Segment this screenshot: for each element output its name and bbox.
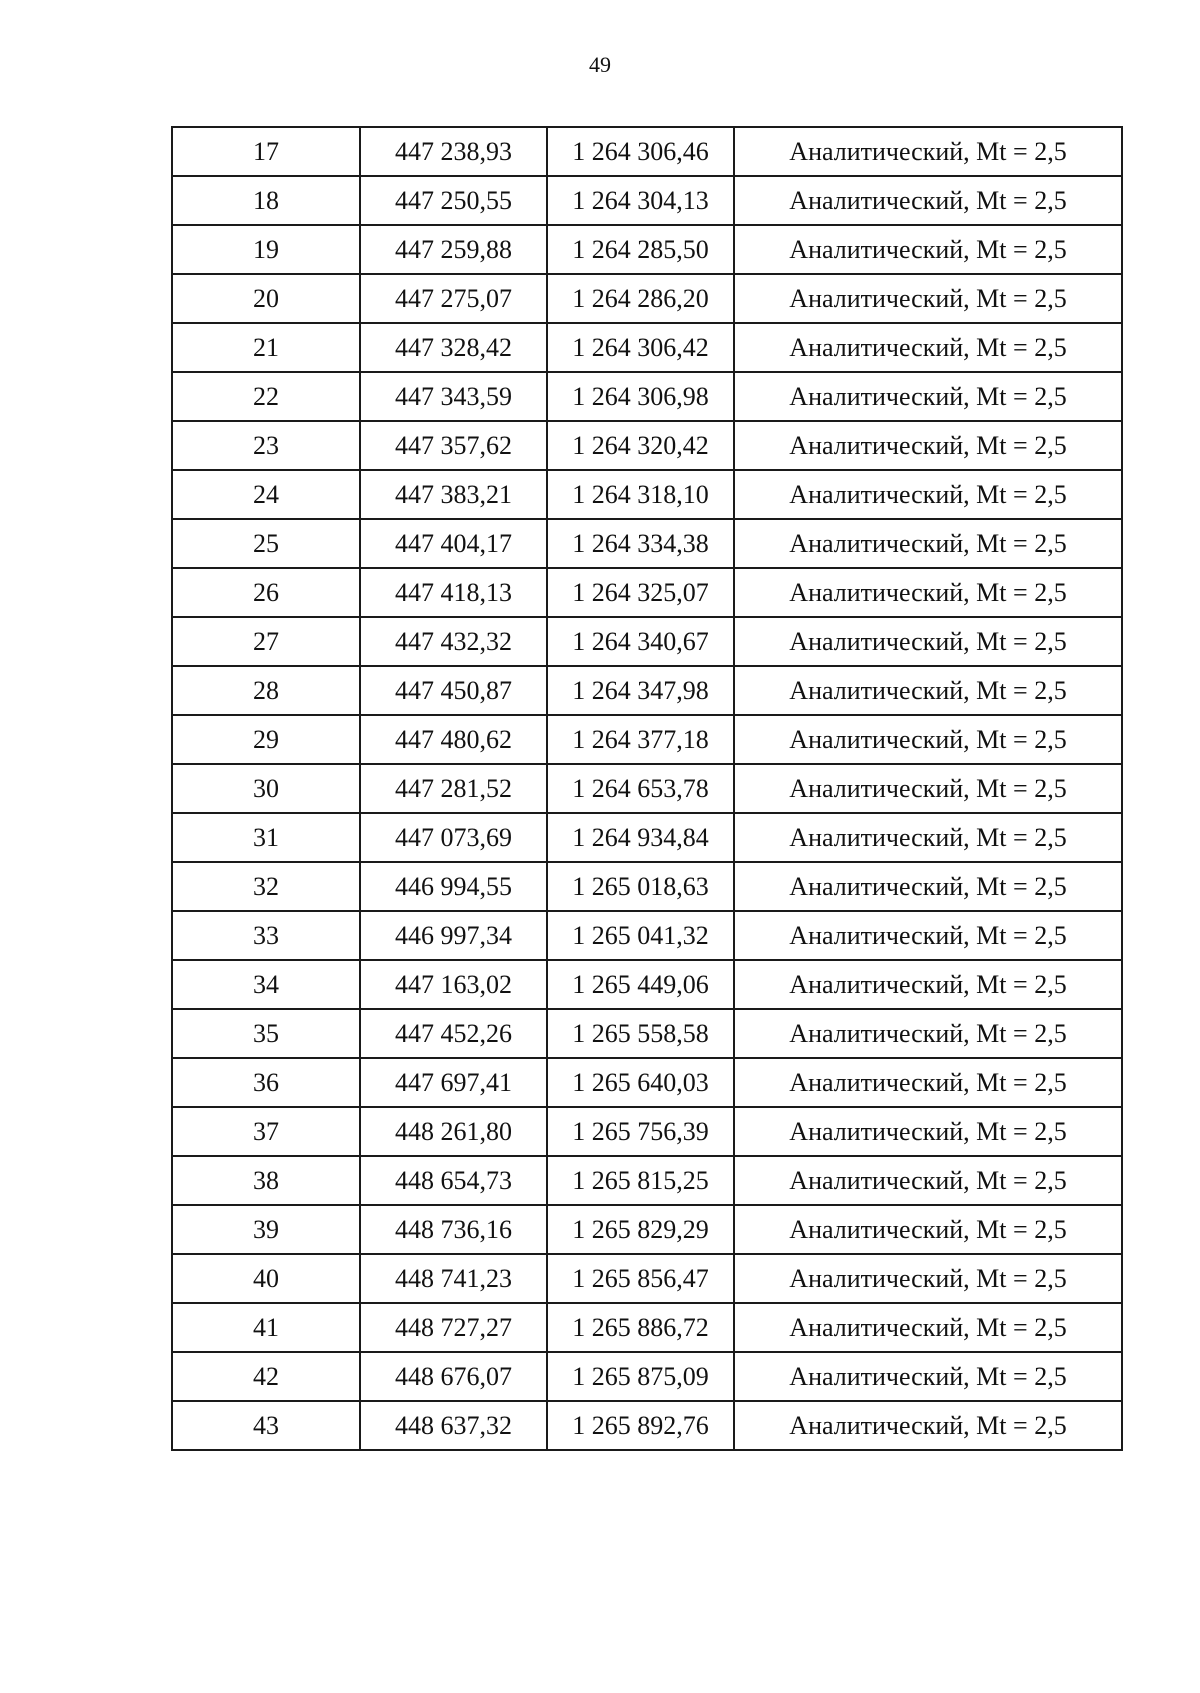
point-number-cell: 20 (172, 274, 360, 323)
point-number-cell: 40 (172, 1254, 360, 1303)
point-number-cell: 17 (172, 127, 360, 176)
y-coordinate-cell: 1 264 306,42 (547, 323, 734, 372)
method-cell: Аналитический, Mt = 2,5 (734, 1009, 1122, 1058)
method-cell: Аналитический, Mt = 2,5 (734, 1205, 1122, 1254)
method-cell: Аналитический, Mt = 2,5 (734, 470, 1122, 519)
y-coordinate-cell: 1 264 320,42 (547, 421, 734, 470)
y-coordinate-cell: 1 264 318,10 (547, 470, 734, 519)
x-coordinate-cell: 447 238,93 (360, 127, 547, 176)
x-coordinate-cell: 447 450,87 (360, 666, 547, 715)
table-row (172, 274, 1122, 323)
method-cell: Аналитический, Mt = 2,5 (734, 911, 1122, 960)
x-coordinate-cell: 446 994,55 (360, 862, 547, 911)
method-cell: Аналитический, Mt = 2,5 (734, 1156, 1122, 1205)
point-number-cell: 18 (172, 176, 360, 225)
x-coordinate-cell: 447 418,13 (360, 568, 547, 617)
y-coordinate-cell: 1 265 558,58 (547, 1009, 734, 1058)
method-cell: Аналитический, Mt = 2,5 (734, 225, 1122, 274)
point-number-cell: 23 (172, 421, 360, 470)
x-coordinate-cell: 447 275,07 (360, 274, 547, 323)
point-number-cell: 43 (172, 1401, 360, 1450)
y-coordinate-cell: 1 265 875,09 (547, 1352, 734, 1401)
table-row (172, 519, 1122, 568)
method-cell: Аналитический, Mt = 2,5 (734, 519, 1122, 568)
point-number-cell: 31 (172, 813, 360, 862)
table-row (172, 1205, 1122, 1254)
method-cell: Аналитический, Mt = 2,5 (734, 862, 1122, 911)
method-cell: Аналитический, Mt = 2,5 (734, 715, 1122, 764)
table-row (172, 1303, 1122, 1352)
point-number-cell: 29 (172, 715, 360, 764)
method-cell: Аналитический, Mt = 2,5 (734, 127, 1122, 176)
method-cell: Аналитический, Mt = 2,5 (734, 323, 1122, 372)
method-cell: Аналитический, Mt = 2,5 (734, 1058, 1122, 1107)
x-coordinate-cell: 447 383,21 (360, 470, 547, 519)
y-coordinate-cell: 1 265 886,72 (547, 1303, 734, 1352)
point-number-cell: 41 (172, 1303, 360, 1352)
x-coordinate-cell: 446 997,34 (360, 911, 547, 960)
y-coordinate-cell: 1 265 829,29 (547, 1205, 734, 1254)
y-coordinate-cell: 1 264 286,20 (547, 274, 734, 323)
table-row (172, 1401, 1122, 1450)
y-coordinate-cell: 1 264 653,78 (547, 764, 734, 813)
page-number: 49 (589, 52, 611, 77)
point-number-cell: 32 (172, 862, 360, 911)
table-row (172, 225, 1122, 274)
point-number-cell: 19 (172, 225, 360, 274)
x-coordinate-cell: 447 073,69 (360, 813, 547, 862)
table-row (172, 1058, 1122, 1107)
method-cell: Аналитический, Mt = 2,5 (734, 813, 1122, 862)
point-number-cell: 42 (172, 1352, 360, 1401)
x-coordinate-cell: 447 357,62 (360, 421, 547, 470)
table-row (172, 1254, 1122, 1303)
y-coordinate-cell: 1 264 334,38 (547, 519, 734, 568)
method-cell: Аналитический, Mt = 2,5 (734, 372, 1122, 421)
x-coordinate-cell: 447 404,17 (360, 519, 547, 568)
x-coordinate-cell: 448 741,23 (360, 1254, 547, 1303)
coordinates-table-body (172, 127, 1122, 1450)
y-coordinate-cell: 1 265 892,76 (547, 1401, 734, 1450)
y-coordinate-cell: 1 265 640,03 (547, 1058, 734, 1107)
y-coordinate-cell: 1 265 756,39 (547, 1107, 734, 1156)
method-cell: Аналитический, Mt = 2,5 (734, 764, 1122, 813)
table-row (172, 862, 1122, 911)
x-coordinate-cell: 448 727,27 (360, 1303, 547, 1352)
point-number-cell: 21 (172, 323, 360, 372)
y-coordinate-cell: 1 264 306,98 (547, 372, 734, 421)
table-row (172, 470, 1122, 519)
table-row (172, 764, 1122, 813)
x-coordinate-cell: 447 697,41 (360, 1058, 547, 1107)
method-cell: Аналитический, Mt = 2,5 (734, 274, 1122, 323)
coordinates-table (171, 126, 1123, 1451)
point-number-cell: 36 (172, 1058, 360, 1107)
y-coordinate-cell: 1 265 815,25 (547, 1156, 734, 1205)
table-row (172, 813, 1122, 862)
x-coordinate-cell: 448 736,16 (360, 1205, 547, 1254)
y-coordinate-cell: 1 264 306,46 (547, 127, 734, 176)
y-coordinate-cell: 1 265 018,63 (547, 862, 734, 911)
method-cell: Аналитический, Mt = 2,5 (734, 960, 1122, 1009)
method-cell: Аналитический, Mt = 2,5 (734, 1254, 1122, 1303)
method-cell: Аналитический, Mt = 2,5 (734, 1401, 1122, 1450)
point-number-cell: 33 (172, 911, 360, 960)
y-coordinate-cell: 1 264 304,13 (547, 176, 734, 225)
x-coordinate-cell: 447 163,02 (360, 960, 547, 1009)
point-number-cell: 28 (172, 666, 360, 715)
x-coordinate-cell: 448 654,73 (360, 1156, 547, 1205)
y-coordinate-cell: 1 264 285,50 (547, 225, 734, 274)
point-number-cell: 35 (172, 1009, 360, 1058)
y-coordinate-cell: 1 264 340,67 (547, 617, 734, 666)
x-coordinate-cell: 447 328,42 (360, 323, 547, 372)
x-coordinate-cell: 447 250,55 (360, 176, 547, 225)
y-coordinate-cell: 1 265 856,47 (547, 1254, 734, 1303)
point-number-cell: 25 (172, 519, 360, 568)
x-coordinate-cell: 448 676,07 (360, 1352, 547, 1401)
x-coordinate-cell: 448 261,80 (360, 1107, 547, 1156)
method-cell: Аналитический, Mt = 2,5 (734, 568, 1122, 617)
point-number-cell: 24 (172, 470, 360, 519)
method-cell: Аналитический, Mt = 2,5 (734, 176, 1122, 225)
y-coordinate-cell: 1 265 449,06 (547, 960, 734, 1009)
x-coordinate-cell: 447 259,88 (360, 225, 547, 274)
table-row (172, 372, 1122, 421)
x-coordinate-cell: 448 637,32 (360, 1401, 547, 1450)
y-coordinate-cell: 1 264 347,98 (547, 666, 734, 715)
point-number-cell: 27 (172, 617, 360, 666)
table-row (172, 127, 1122, 176)
table-row (172, 911, 1122, 960)
y-coordinate-cell: 1 265 041,32 (547, 911, 734, 960)
method-cell: Аналитический, Mt = 2,5 (734, 617, 1122, 666)
table-row (172, 1107, 1122, 1156)
x-coordinate-cell: 447 432,32 (360, 617, 547, 666)
point-number-cell: 26 (172, 568, 360, 617)
x-coordinate-cell: 447 343,59 (360, 372, 547, 421)
table-row (172, 1352, 1122, 1401)
method-cell: Аналитический, Mt = 2,5 (734, 666, 1122, 715)
point-number-cell: 38 (172, 1156, 360, 1205)
table-row (172, 666, 1122, 715)
y-coordinate-cell: 1 264 934,84 (547, 813, 734, 862)
point-number-cell: 30 (172, 764, 360, 813)
table-row (172, 617, 1122, 666)
point-number-cell: 39 (172, 1205, 360, 1254)
point-number-cell: 22 (172, 372, 360, 421)
method-cell: Аналитический, Mt = 2,5 (734, 421, 1122, 470)
method-cell: Аналитический, Mt = 2,5 (734, 1303, 1122, 1352)
method-cell: Аналитический, Mt = 2,5 (734, 1352, 1122, 1401)
x-coordinate-cell: 447 281,52 (360, 764, 547, 813)
table-row (172, 960, 1122, 1009)
y-coordinate-cell: 1 264 325,07 (547, 568, 734, 617)
table-row (172, 1156, 1122, 1205)
y-coordinate-cell: 1 264 377,18 (547, 715, 734, 764)
table-row (172, 1009, 1122, 1058)
x-coordinate-cell: 447 452,26 (360, 1009, 547, 1058)
table-row (172, 323, 1122, 372)
table-row (172, 421, 1122, 470)
table-row (172, 176, 1122, 225)
x-coordinate-cell: 447 480,62 (360, 715, 547, 764)
point-number-cell: 37 (172, 1107, 360, 1156)
method-cell: Аналитический, Mt = 2,5 (734, 1107, 1122, 1156)
table-row (172, 568, 1122, 617)
table-row (172, 715, 1122, 764)
point-number-cell: 34 (172, 960, 360, 1009)
